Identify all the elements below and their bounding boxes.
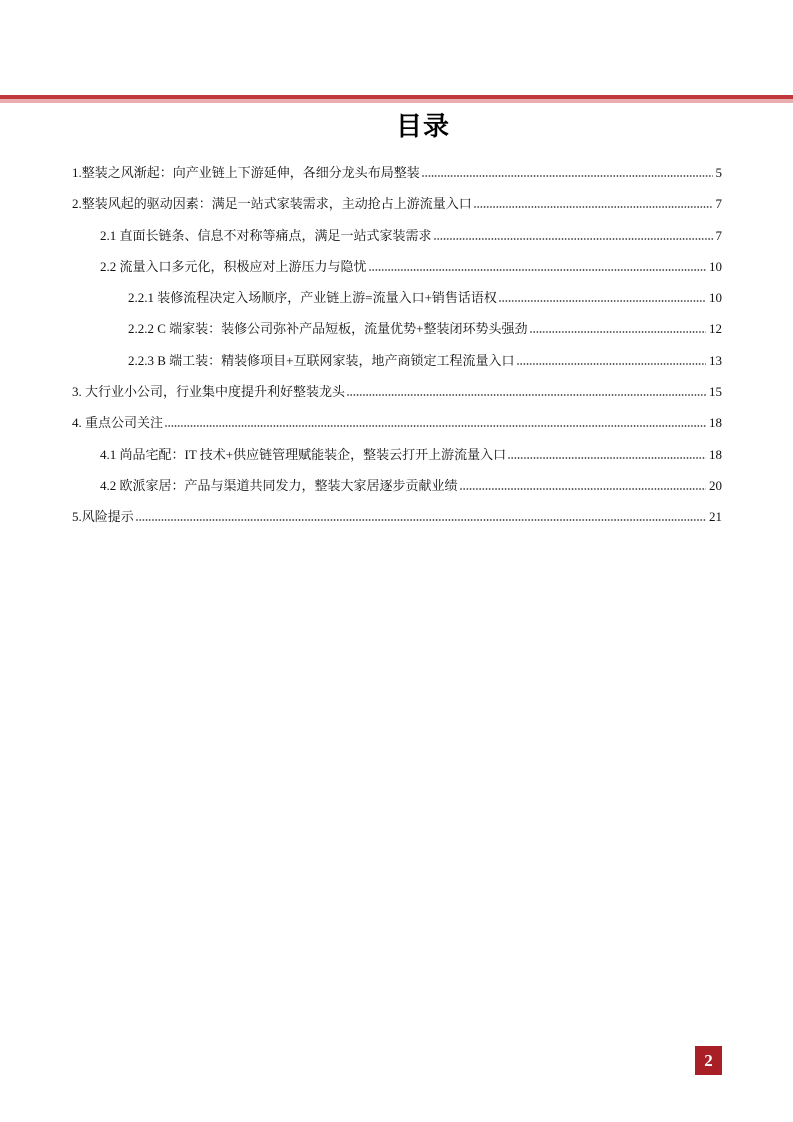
toc-entry[interactable] <box>0 282 722 313</box>
toc-entry-page: 18 <box>709 446 722 462</box>
toc-entry-page: 21 <box>709 509 722 525</box>
toc-entry-page: 15 <box>709 384 722 400</box>
leader-dots <box>165 425 706 427</box>
toc-entry-title: 5.风险提示 <box>72 509 134 525</box>
toc-entry-page: 10 <box>709 258 722 274</box>
toc-entry[interactable] <box>0 188 722 219</box>
toc-entry[interactable] <box>0 376 722 407</box>
toc-entry[interactable] <box>0 220 722 251</box>
toc-entry-page: 13 <box>709 352 722 368</box>
toc-entry-title: 2.2 流量入口多元化，积极应对上游压力与隐忧 <box>100 258 367 274</box>
toc-entry-title: 2.1 直面长链条、信息不对称等痛点，满足一站式家装需求 <box>100 227 432 243</box>
toc-entry-title: 1.整装之风渐起：向产业链上下游延伸，各细分龙头布局整装 <box>72 165 420 180</box>
toc-entry[interactable] <box>0 345 722 376</box>
toc-entry[interactable] <box>0 470 722 501</box>
leader-dots <box>499 300 706 302</box>
toc-entry-page: 18 <box>709 415 722 431</box>
toc-entry-page: 7 <box>715 196 722 212</box>
toc-entry-page: 10 <box>709 290 722 306</box>
toc-entry-title: 4. 重点公司关注 <box>72 415 164 431</box>
toc-entry-title: 2.整装风起的驱动因素：满足一站式家装需求，主动抢占上游流量入口 <box>72 196 472 212</box>
toc-entry-title: 2.2.1 装修流程决定入场顺序，产业链上游=流量入口+销售话语权 <box>128 290 497 306</box>
leader-dots <box>136 519 706 521</box>
toc-entry-page: 7 <box>715 227 722 243</box>
toc-entry[interactable] <box>0 501 722 532</box>
toc-entry-page: 12 <box>709 321 722 337</box>
leader-dots <box>474 206 713 208</box>
page-title: 目录 <box>396 112 451 142</box>
toc-entry[interactable] <box>0 407 722 438</box>
toc-entry[interactable] <box>0 251 722 282</box>
leader-dots <box>460 488 706 490</box>
leader-dots <box>517 363 706 365</box>
leader-dots <box>422 175 713 177</box>
toc-entry-title: 2.2.3 B 端工装：精装修项目+互联网家装，地产商锁定工程流量入口 <box>128 352 515 368</box>
leader-dots <box>530 331 706 333</box>
toc-entry[interactable] <box>0 313 722 344</box>
page-number-badge: 2 <box>695 1046 722 1075</box>
header-rule-light <box>0 99 793 103</box>
toc-entry-title: 2.2.2 C 端家装：装修公司弥补产品短板，流量优势+整装闭环势头强劲 <box>128 321 528 337</box>
toc-entry-page: 5 <box>715 165 722 180</box>
toc-entry-title: 4.2 欧派家居：产品与渠道共同发力，整装大家居逐步贡献业绩 <box>100 477 458 493</box>
table-of-contents <box>0 157 722 533</box>
toc-entry[interactable] <box>0 439 722 470</box>
leader-dots <box>369 269 706 271</box>
toc-entry-title: 4.1 尚品宅配：IT 技术+供应链管理赋能装企，整装云打开上游流量入口 <box>100 446 507 462</box>
toc-entry-page: 20 <box>709 477 722 493</box>
leader-dots <box>347 394 706 396</box>
leader-dots <box>508 457 706 459</box>
leader-dots <box>434 238 713 240</box>
toc-entry[interactable] <box>0 157 722 188</box>
toc-entry-title: 3. 大行业小公司，行业集中度提升利好整装龙头 <box>72 384 346 400</box>
